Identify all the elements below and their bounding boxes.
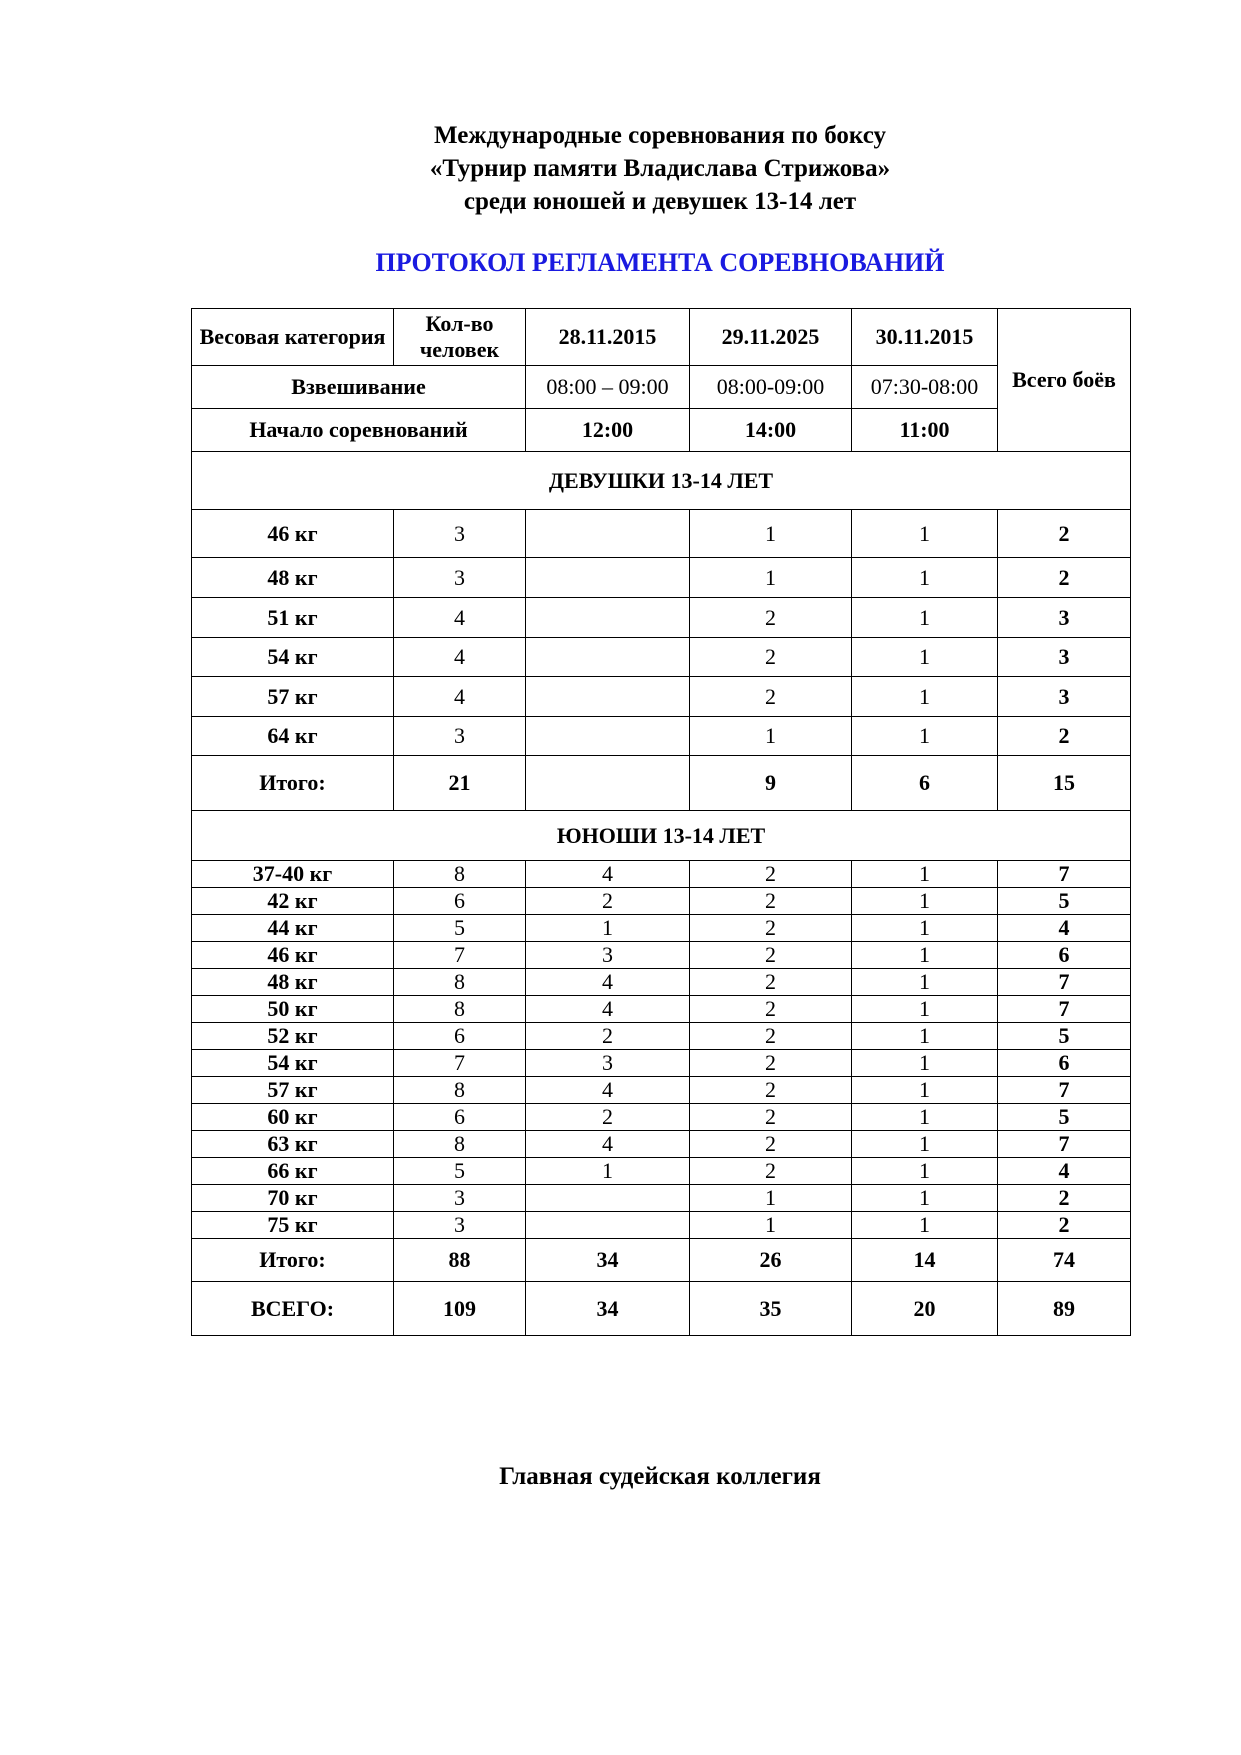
count-cell: 21: [394, 756, 526, 811]
weight-cell: 37-40 кг: [192, 861, 394, 888]
weight-cell: 60 кг: [192, 1104, 394, 1131]
doc-title-line-3: среди юношей и девушек 13-14 лет: [463, 188, 857, 215]
day2-cell: 2: [690, 861, 852, 888]
weight-cell: 57 кг: [192, 1077, 394, 1104]
day2-cell: 1: [690, 558, 852, 598]
weighing-time-2: 08:00-09:00: [690, 366, 852, 409]
day3-cell: 1: [852, 969, 998, 996]
table-row: [192, 969, 1131, 996]
day1-cell: 3: [526, 1050, 690, 1077]
section-row-boys: [192, 811, 1131, 861]
total-cell: 3: [998, 677, 1131, 717]
total-cell: 7: [998, 996, 1131, 1023]
count-cell: 6: [394, 1023, 526, 1050]
table-row: [192, 861, 1131, 888]
day2-cell: 9: [690, 756, 852, 811]
weight-cell: 54 кг: [192, 1050, 394, 1077]
count-cell: 6: [394, 1104, 526, 1131]
day1-cell: [526, 558, 690, 598]
start-time-2: 14:00: [690, 409, 852, 452]
total-cell: 2: [998, 1185, 1131, 1212]
day2-cell: 2: [690, 638, 852, 677]
count-cell: 3: [394, 558, 526, 598]
weight-cell: 66 кг: [192, 1158, 394, 1185]
day1-cell: 4: [526, 1131, 690, 1158]
count-cell: 8: [394, 1131, 526, 1158]
day2-cell: 2: [690, 1131, 852, 1158]
table-row: [192, 996, 1131, 1023]
weight-cell: 50 кг: [192, 996, 394, 1023]
boys-total-row: [192, 1239, 1131, 1282]
grand-total-row: [192, 1282, 1131, 1336]
count-cell: 7: [394, 1050, 526, 1077]
count-cell: 8: [394, 861, 526, 888]
total-cell: 3: [998, 638, 1131, 677]
total-cell: 6: [998, 1050, 1131, 1077]
weighing-time-1: 08:00 – 09:00: [526, 366, 690, 409]
weight-cell: 63 кг: [192, 1131, 394, 1158]
start-time-1: 12:00: [526, 409, 690, 452]
count-cell: 4: [394, 677, 526, 717]
table-row: [192, 510, 1131, 558]
table-row: [192, 1212, 1131, 1239]
count-cell: 4: [394, 598, 526, 638]
judges-panel-caption: Главная судейская коллегия: [499, 1463, 821, 1490]
day1-cell: 4: [526, 861, 690, 888]
total-cell: 15: [998, 756, 1131, 811]
weight-cell: Итого:: [192, 756, 394, 811]
count-cell: 3: [394, 1212, 526, 1239]
girls-total-row: [192, 756, 1131, 811]
col-header-weight: Весовая категория: [192, 309, 394, 366]
day3-cell: 1: [852, 558, 998, 598]
total-cell: 2: [998, 717, 1131, 756]
table-row: [192, 1050, 1131, 1077]
day3-cell: 20: [852, 1282, 998, 1336]
weight-cell: ВСЕГО:: [192, 1282, 394, 1336]
day1-cell: 2: [526, 1023, 690, 1050]
total-cell: 5: [998, 1104, 1131, 1131]
count-cell: 8: [394, 1077, 526, 1104]
protocol-subtitle: ПРОТОКОЛ РЕГЛАМЕНТА СОРЕВНОВАНИЙ: [375, 248, 945, 277]
header-row-start: [192, 409, 1131, 452]
day1-cell: 1: [526, 1158, 690, 1185]
total-cell: 7: [998, 1077, 1131, 1104]
table-row: [192, 888, 1131, 915]
header-row-weighing: [192, 366, 1131, 409]
total-cell: 7: [998, 861, 1131, 888]
table-row: [192, 1104, 1131, 1131]
day2-cell: 1: [690, 1185, 852, 1212]
day1-cell: [526, 1185, 690, 1212]
day2-cell: 2: [690, 915, 852, 942]
day3-cell: 1: [852, 1104, 998, 1131]
day2-cell: 1: [690, 510, 852, 558]
section-title: ЮНОШИ 13-14 ЛЕТ: [192, 811, 1131, 861]
day2-cell: 2: [690, 996, 852, 1023]
day3-cell: 14: [852, 1239, 998, 1282]
weighing-label: Взвешивание: [192, 366, 526, 409]
total-cell: 6: [998, 942, 1131, 969]
table-row: [192, 1131, 1131, 1158]
count-cell: 4: [394, 638, 526, 677]
table-row: [192, 915, 1131, 942]
day3-cell: 1: [852, 510, 998, 558]
day2-cell: 35: [690, 1282, 852, 1336]
day3-cell: 1: [852, 1023, 998, 1050]
weight-cell: 57 кг: [192, 677, 394, 717]
count-cell: 3: [394, 717, 526, 756]
count-cell: 3: [394, 510, 526, 558]
count-cell: 5: [394, 1158, 526, 1185]
day1-cell: [526, 598, 690, 638]
day3-cell: 1: [852, 915, 998, 942]
day3-cell: 1: [852, 996, 998, 1023]
table-row: [192, 638, 1131, 677]
day3-cell: 1: [852, 1131, 998, 1158]
day1-cell: 4: [526, 1077, 690, 1104]
col-header-count: Кол-во человек: [394, 309, 526, 366]
weight-cell: 51 кг: [192, 598, 394, 638]
col-header-date-3: 30.11.2015: [852, 309, 998, 366]
col-header-date-2: 29.11.2025: [690, 309, 852, 366]
day2-cell: 1: [690, 717, 852, 756]
day1-cell: 3: [526, 942, 690, 969]
doc-title-line-1: Международные соревнования по боксу: [434, 122, 886, 149]
table-row: [192, 717, 1131, 756]
weight-cell: 42 кг: [192, 888, 394, 915]
day3-cell: 1: [852, 1158, 998, 1185]
day2-cell: 2: [690, 1158, 852, 1185]
day1-cell: 4: [526, 969, 690, 996]
count-cell: 8: [394, 996, 526, 1023]
day1-cell: 4: [526, 996, 690, 1023]
count-cell: 6: [394, 888, 526, 915]
day2-cell: 2: [690, 598, 852, 638]
weight-cell: 48 кг: [192, 969, 394, 996]
count-cell: 109: [394, 1282, 526, 1336]
total-cell: 5: [998, 1023, 1131, 1050]
count-cell: 8: [394, 969, 526, 996]
section-row-girls: [192, 452, 1131, 510]
day1-cell: [526, 638, 690, 677]
day1-cell: [526, 510, 690, 558]
total-cell: 4: [998, 915, 1131, 942]
day1-cell: [526, 677, 690, 717]
total-cell: 7: [998, 1131, 1131, 1158]
day1-cell: [526, 756, 690, 811]
day2-cell: 2: [690, 969, 852, 996]
weight-cell: 70 кг: [192, 1185, 394, 1212]
total-cell: 3: [998, 598, 1131, 638]
weight-cell: 48 кг: [192, 558, 394, 598]
day3-cell: 1: [852, 888, 998, 915]
table-row: [192, 677, 1131, 717]
schedule-table-body: [192, 309, 1131, 1336]
day1-cell: 2: [526, 1104, 690, 1131]
day3-cell: 6: [852, 756, 998, 811]
count-cell: 3: [394, 1185, 526, 1212]
weight-cell: 46 кг: [192, 510, 394, 558]
table-row: [192, 1185, 1131, 1212]
total-cell: 89: [998, 1282, 1131, 1336]
weight-cell: Итого:: [192, 1239, 394, 1282]
day2-cell: 26: [690, 1239, 852, 1282]
day2-cell: 2: [690, 888, 852, 915]
day2-cell: 2: [690, 942, 852, 969]
count-cell: 5: [394, 915, 526, 942]
day3-cell: 1: [852, 677, 998, 717]
day1-cell: 2: [526, 888, 690, 915]
total-cell: 74: [998, 1239, 1131, 1282]
header-row-dates: [192, 309, 1131, 366]
day2-cell: 2: [690, 1077, 852, 1104]
day3-cell: 1: [852, 1077, 998, 1104]
weighing-time-3: 07:30-08:00: [852, 366, 998, 409]
day2-cell: 2: [690, 1023, 852, 1050]
table-row: [192, 942, 1131, 969]
table-row: [192, 1077, 1131, 1104]
weight-cell: 46 кг: [192, 942, 394, 969]
day3-cell: 1: [852, 1050, 998, 1077]
col-header-date-1: 28.11.2015: [526, 309, 690, 366]
day3-cell: 1: [852, 598, 998, 638]
day3-cell: 1: [852, 942, 998, 969]
weight-cell: 75 кг: [192, 1212, 394, 1239]
day3-cell: 1: [852, 717, 998, 756]
schedule-table: [191, 308, 1131, 1336]
day3-cell: 1: [852, 861, 998, 888]
day3-cell: 1: [852, 638, 998, 677]
day2-cell: 2: [690, 1050, 852, 1077]
day1-cell: [526, 1212, 690, 1239]
day1-cell: [526, 717, 690, 756]
count-cell: 88: [394, 1239, 526, 1282]
weight-cell: 52 кг: [192, 1023, 394, 1050]
day2-cell: 2: [690, 677, 852, 717]
day1-cell: 34: [526, 1239, 690, 1282]
day3-cell: 1: [852, 1185, 998, 1212]
total-cell: 2: [998, 510, 1131, 558]
total-cell: 5: [998, 888, 1131, 915]
day3-cell: 1: [852, 1212, 998, 1239]
total-cell: 4: [998, 1158, 1131, 1185]
weight-cell: 64 кг: [192, 717, 394, 756]
total-cell: 2: [998, 1212, 1131, 1239]
start-label: Начало соревнований: [192, 409, 526, 452]
total-cell: 2: [998, 558, 1131, 598]
table-row: [192, 1158, 1131, 1185]
weight-cell: 54 кг: [192, 638, 394, 677]
col-header-total: Всего боёв: [998, 309, 1131, 452]
doc-title-line-2: «Турнир памяти Владислава Стрижова»: [429, 155, 891, 182]
table-row: [192, 598, 1131, 638]
day2-cell: 1: [690, 1212, 852, 1239]
table-row: [192, 1023, 1131, 1050]
day1-cell: 34: [526, 1282, 690, 1336]
table-row: [192, 558, 1131, 598]
count-cell: 7: [394, 942, 526, 969]
day1-cell: 1: [526, 915, 690, 942]
start-time-3: 11:00: [852, 409, 998, 452]
day2-cell: 2: [690, 1104, 852, 1131]
total-cell: 7: [998, 969, 1131, 996]
section-title: ДЕВУШКИ 13-14 ЛЕТ: [192, 452, 1131, 510]
weight-cell: 44 кг: [192, 915, 394, 942]
